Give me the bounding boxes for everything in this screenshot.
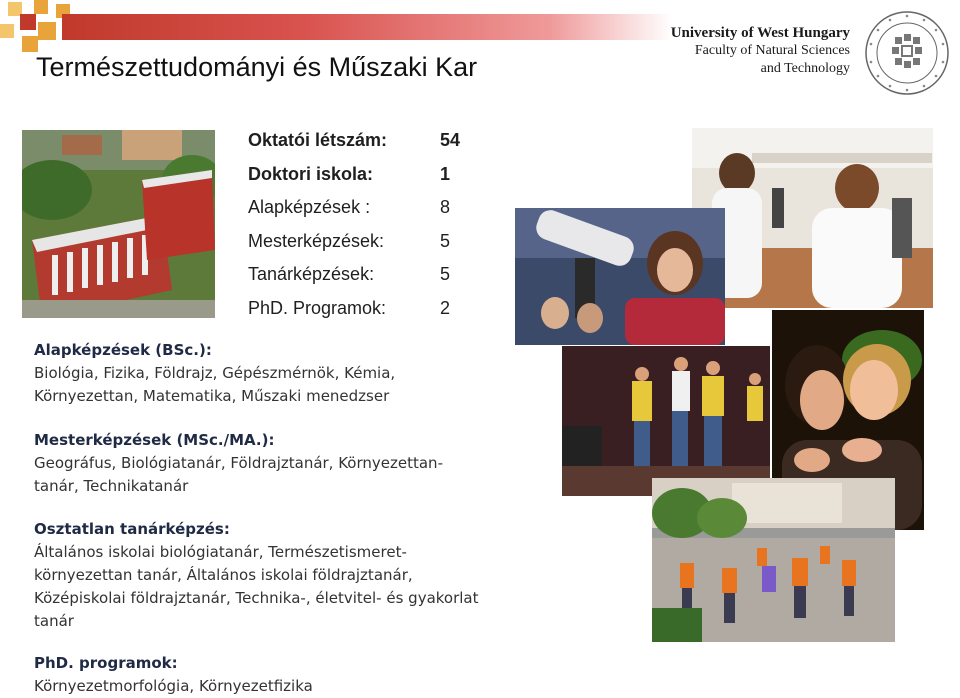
stat-value: 5 — [440, 230, 451, 251]
teacher-text: Általános iskolai biológiatanár, Természetismeret- — [34, 543, 407, 561]
phd-section — [34, 652, 494, 698]
telescope-student-photo — [515, 208, 725, 345]
bsc-heading: Alapképzések (BSc.): — [34, 341, 212, 359]
stat-value: 5 — [440, 264, 451, 285]
bsc-section — [34, 339, 494, 408]
bsc-text: Biológia, Fizika, Földrajz, Gépészmérnök, Kémia, — [34, 364, 396, 382]
page-title: Természettudományi és Műszaki Kar — [36, 52, 478, 82]
phd-heading: PhD. programok: — [34, 654, 178, 672]
university-seal-icon — [864, 10, 950, 96]
stat-label: Tanárképzések: — [248, 264, 375, 285]
msc-heading: Mesterképzések (MSc./MA.): — [34, 431, 275, 449]
lab-microscope-photo — [692, 128, 933, 308]
bsc-text: Környezettan, Matematika, Műszaki menedzser — [34, 387, 390, 405]
stat-value: 2 — [440, 297, 451, 318]
university-name — [671, 24, 850, 78]
teacher-text: környezettan tanár, Általános iskolai földrajztanár, — [34, 566, 413, 584]
stage-dance-photo — [562, 346, 770, 496]
stat-label: Oktatói létszám: — [248, 130, 388, 150]
stat-value: 1 — [440, 163, 451, 184]
phd-text: Környezetmorfológia, Környezetfizika — [34, 677, 313, 695]
stat-value: 8 — [440, 197, 451, 218]
stat-label: Alapképzések : — [248, 197, 371, 218]
stat-label: Doktori iskola: — [248, 163, 374, 184]
teacher-section — [34, 518, 494, 633]
faculty-line-2: and Technology — [760, 61, 850, 76]
teacher-text: tanár — [34, 612, 74, 630]
msc-section — [34, 429, 494, 498]
stat-label: PhD. Programok: — [248, 297, 387, 318]
university-line: University of West Hungary — [670, 25, 850, 41]
stat-label: Mesterképzések: — [248, 230, 385, 251]
faculty-line: Faculty of Natural Sciences — [694, 43, 850, 58]
teacher-text: Középiskolai földrajztanár, Technika-, életvitel- és gyakorlat — [34, 589, 479, 607]
campus-building-photo — [22, 130, 215, 318]
header-accent-bar — [62, 14, 672, 40]
msc-text: tanár, Technikatanár — [34, 477, 189, 495]
msc-text: Geográfus, Biológiatanár, Földrajztanár, Környezettan- — [34, 454, 443, 472]
stat-value: 54 — [440, 130, 461, 150]
teacher-heading: Osztatlan tanárképzés: — [34, 520, 230, 538]
street-crowd-photo — [652, 478, 895, 642]
